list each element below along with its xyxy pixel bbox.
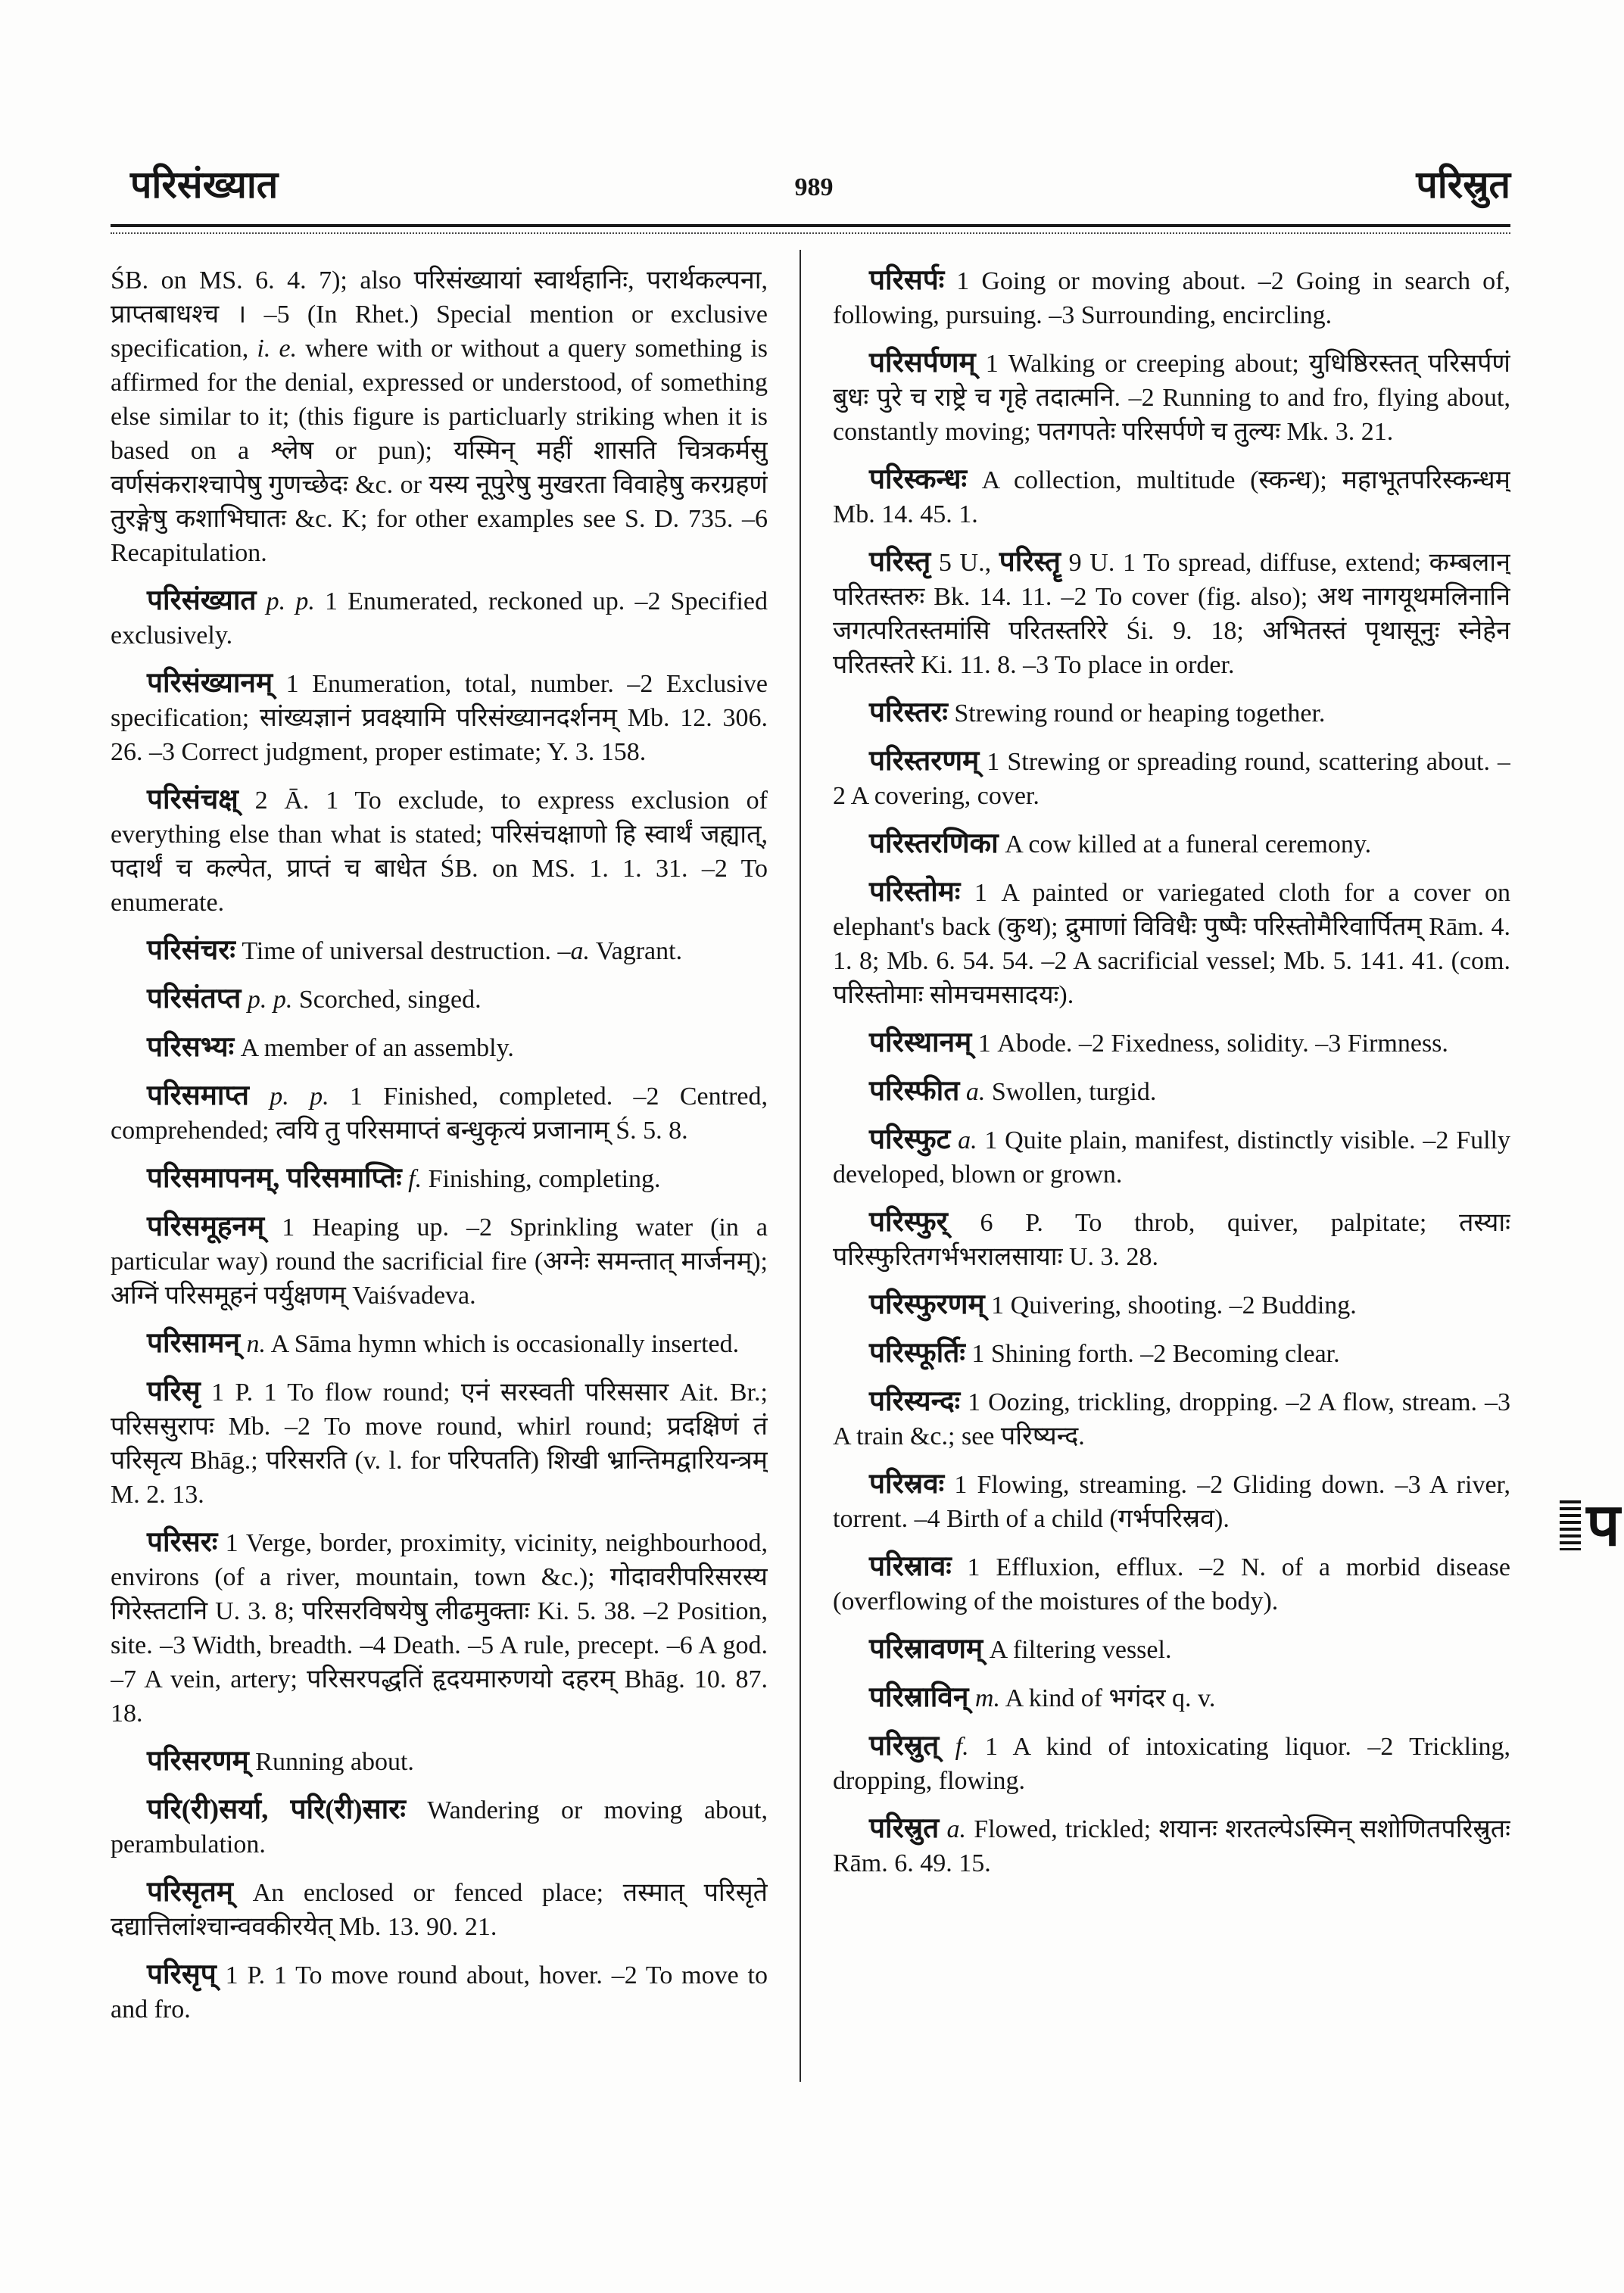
definition-text: Time of universal destruction. <box>235 937 558 965</box>
definition-text: 1 Shining forth. –2 Becoming clear. <box>965 1340 1340 1368</box>
headword: परिस्तॄ <box>999 547 1061 578</box>
definition-text: A member of an assembly. <box>234 1034 514 1062</box>
grammar-label: f. <box>939 1733 969 1761</box>
dictionary-entry <box>111 933 768 968</box>
grammar-label: p. p. <box>256 587 315 615</box>
dictionary-entry <box>833 744 1510 813</box>
definition-text: Vagrant. <box>589 937 683 965</box>
headword: परिसंचक्ष् <box>147 784 238 815</box>
definition-text: where with or without a query something is affirmed for the denial, expressed or understood, of something else similar to it; (this figure is particluarly striking when it is based on a श्लेष or pun); यस्मिन् महीं शासति चित्रकर्मसु वर्णसंकराश्चापेषु गुणच्छेदः &c. or यस्य नूपुरेषु मुखरता विवाहेषु करग्रहणं तुरङ्गेषु कशाभिघातः &c. K; for other examples see S. D. 735. –6 Recapitulation. <box>111 335 768 567</box>
headword: परिसमूहनम् <box>147 1211 265 1242</box>
headword: परिस्कन्धः <box>869 464 968 495</box>
headword: परिस्फूर्तिः <box>869 1338 965 1369</box>
headword: परिस्रुत <box>869 1813 940 1844</box>
headword: परिसंख्यानम् <box>147 668 273 699</box>
definition-text: 1 Flowing, streaming. –2 Gliding down. –3 A river, torrent. –4 Birth of a child (गर्भपरिस्रव). <box>833 1471 1510 1533</box>
grammar-label: m. <box>968 1684 1000 1712</box>
headword: परिस्फीत <box>869 1076 960 1107</box>
headword: परिस्रुत् <box>869 1731 940 1762</box>
dictionary-entry <box>833 1288 1510 1323</box>
dictionary-entry <box>833 1729 1510 1798</box>
definition-text: A collection, multitude (स्कन्ध); महाभूतपरिस्कन्धम् Mb. 14. 45. 1. <box>833 466 1510 528</box>
grammar-label: p. p. <box>248 1083 329 1111</box>
left-column <box>111 263 768 2232</box>
dictionary-entry <box>833 346 1510 449</box>
definition-text: 1 P. 1 To flow round; एनं सरस्वती परिससार Ait. Br.; परिससुरापः Mb. –2 To move round, whirl round; प्रदक्षिणं तं परिसृत्य Bhāg.; परिसरति (v. l. for परिपतति) शिखी भ्रान्तिमद्वारियन्त्रम् M. 2. 13. <box>111 1379 768 1509</box>
definition-text: Running about. <box>248 1748 414 1776</box>
dictionary-entry <box>111 1326 768 1361</box>
headword: परिस्तरः <box>869 697 948 728</box>
definition-text: A Sāma hymn which is occasionally inserted. <box>266 1330 740 1358</box>
definition-text: 1 Going or moving about. –2 Going in search of, following, pursuing. –3 Surrounding, encircling. <box>833 267 1510 329</box>
headword: परिस्तरणिका <box>869 828 999 859</box>
grammar-label: –a. <box>557 937 590 965</box>
definition-text: 1 Enumerated, reckoned up. –2 Specified exclusively. <box>111 587 768 650</box>
running-head-left: परिसंख्यात <box>130 164 279 206</box>
dictionary-entry <box>833 1812 1510 1880</box>
dictionary-entry <box>111 783 768 920</box>
header-rule-dotted <box>111 232 1510 234</box>
definition-text: 6 P. To throb, quiver, palpitate; तस्याः परिस्फुरितगर्भभरालसायाः U. 3. 28. <box>833 1209 1510 1271</box>
headword: परिसरः <box>147 1527 218 1558</box>
dictionary-entry <box>111 1030 768 1065</box>
definition-text: An enclosed or fenced place; तस्मात् परिसृते दद्यात्तिलांश्चान्ववकीरयेत् Mb. 13. 90. 21. <box>111 1879 768 1941</box>
grammar-label: n. <box>240 1330 266 1358</box>
grammar-label: p. p. <box>241 986 293 1014</box>
dictionary-entry <box>111 1793 768 1862</box>
dictionary-entry <box>833 1467 1510 1536</box>
definition-text: 1 A kind of intoxicating liquor. –2 Trickling, dropping, flowing. <box>833 1733 1510 1795</box>
grammar-label: i. e. <box>257 335 298 363</box>
headword: परिस्रावः <box>869 1551 952 1582</box>
dictionary-entry <box>833 263 1510 332</box>
definition-text: ŚB. on MS. 6. 4. 7); also परिसंख्यायां स्वार्थहानिः, परार्थकल्पना, प्राप्तबाधश्च । –5 (In Rhet.) Special mention or exclusive specification, <box>111 266 768 363</box>
headword: परिस्राविन् <box>869 1682 969 1713</box>
definition-text: 1 Enumeration, total, number. –2 Exclusive specification; सांख्यज्ञानं प्रवक्ष्यामि परिसंख्यानदर्शनम् Mb. 12. 306. 26. –3 Correct judgment, proper estimate; Y. 3. 158. <box>111 670 768 766</box>
definition-text: 1 Effluxion, efflux. –2 N. of a morbid disease (overflowing of the moistures of the body). <box>833 1553 1510 1615</box>
headword: परिसमाप्त <box>147 1080 249 1111</box>
headword: परिसंतप्त <box>147 983 242 1014</box>
headword: परिसंख्यात <box>147 585 257 616</box>
dictionary-entry <box>111 982 768 1017</box>
definition-text: Wandering or moving about, perambulation. <box>111 1796 768 1858</box>
dictionary-entry <box>833 875 1510 1012</box>
dictionary-entry <box>833 463 1510 531</box>
dictionary-entry <box>111 1744 768 1779</box>
definition-text: 5 U., <box>930 549 999 577</box>
headword: परिस्फुर् <box>869 1207 948 1238</box>
headword: परिस्तरणम् <box>869 746 980 777</box>
dictionary-entry <box>833 827 1510 861</box>
headword: परिस्थानम् <box>869 1027 972 1058</box>
headword: परिसर्पः <box>869 265 945 296</box>
definition-text: Scorched, singed. <box>292 986 482 1014</box>
dictionary-entry <box>833 545 1510 682</box>
definition-text: Finishing, completing. <box>422 1165 661 1193</box>
dictionary-entry <box>833 1550 1510 1618</box>
definition-text: A kind of भगंदर q. v. <box>999 1684 1216 1712</box>
dictionary-entry <box>833 1205 1510 1274</box>
thumb-index-letter: प <box>1586 1492 1620 1558</box>
headword: परिस्रावणम् <box>869 1634 983 1665</box>
definition-text: 1 Finished, completed. –2 Centred, comprehended; त्वयि तु परिसमाप्तं बन्धुकृत्यं प्रजानाम् Ś. 5. 8. <box>111 1083 768 1145</box>
definition-text: Strewing round or heaping together. <box>947 699 1326 727</box>
dictionary-entry <box>111 1210 768 1313</box>
grammar-label: a. <box>959 1078 986 1106</box>
headword: परिस्फुरणम् <box>869 1289 985 1320</box>
thumb-index-stripes <box>1560 1500 1581 1550</box>
headword: परिसर्पणम् <box>869 347 976 379</box>
grammar-label: a. <box>950 1126 977 1154</box>
right-column <box>833 263 1510 2232</box>
column-divider <box>800 250 801 2082</box>
header-rule <box>111 224 1510 227</box>
headword: परि(री)सर्या, परि(री)सारः <box>147 1794 406 1825</box>
dictionary-entry <box>833 1026 1510 1061</box>
headword: परिसामन् <box>147 1328 240 1359</box>
dictionary-entry <box>833 1074 1510 1109</box>
dictionary-entry <box>111 666 768 769</box>
headword: परिस्यन्दः <box>869 1386 961 1417</box>
grammar-label: a. <box>939 1815 966 1843</box>
definition-text: 1 Heaping up. –2 Sprinkling water (in a particular way) round the sacrificial fire (अग्नेः समन्तात् मार्जनम्); अग्निं परिसमूहनं पर्युक्षणम् Vaiśvadeva. <box>111 1213 768 1310</box>
dictionary-entry <box>833 1681 1510 1715</box>
headword: परिसभ्यः <box>147 1032 235 1063</box>
headword: परिसरणम् <box>147 1746 249 1777</box>
dictionary-entry <box>833 696 1510 731</box>
headword: परिसृतम् <box>147 1877 233 1908</box>
definition-text: A cow killed at a funeral ceremony. <box>998 830 1372 858</box>
dictionary-entry <box>111 584 768 653</box>
dictionary-entry <box>111 1375 768 1512</box>
dictionary-entry <box>833 1632 1510 1667</box>
definition-text: A filtering vessel. <box>983 1636 1172 1664</box>
page-number: 989 <box>794 173 834 201</box>
definition-text: 1 Abode. –2 Fixedness, solidity. –3 Firmness. <box>971 1030 1448 1058</box>
headword: परिस्तृ <box>869 547 931 578</box>
dictionary-entry <box>833 1123 1510 1192</box>
headword: परिस्तोमः <box>869 877 961 908</box>
thumb-index-tab <box>1560 1485 1624 1565</box>
dictionary-entry <box>111 1525 768 1731</box>
continued-entry-text <box>111 263 768 570</box>
definition-text: 1 Quivering, shooting. –2 Budding. <box>984 1291 1357 1319</box>
running-head-right: परिस्रुत <box>1416 164 1510 206</box>
headword: परिसृ <box>147 1376 201 1407</box>
headword: परिसमापनम्, परिसमाप्तिः <box>147 1163 402 1194</box>
definition-text: 2 Ā. 1 To exclude, to express exclusion of everything else than what is stated; परिसंचक्षाणो हि स्वार्थं जह्यात्, पदार्थं च कल्पेत, प्राप्तं च बाधेत ŚB. on MS. 1. 1. 31. –2 To enumerate. <box>111 787 768 917</box>
definition-text: 1 Oozing, trickling, dropping. –2 A flow, stream. –3 A train &c.; see परिष्यन्द. <box>833 1388 1510 1450</box>
definition-text: Flowed, trickled; शयानः शरतल्पेऽस्मिन् सशोणितपरिस्रुतः Rām. 6. 49. 15. <box>833 1815 1510 1877</box>
grammar-label: f. <box>401 1165 422 1193</box>
headword: परिसृप् <box>147 1959 217 1990</box>
dictionary-entry <box>111 1875 768 1944</box>
definition-text: 1 P. 1 To move round about, hover. –2 To move to and fro. <box>111 1961 768 2024</box>
headword: परिस्फुट <box>869 1124 951 1155</box>
definition-text: 1 Verge, border, proximity, vicinity, neighbourhood, environs (of a river, mountain, town &c.); गोदावरीपरिसरस्य गिरेस्तटानि U. 3. 8; परिसरविषयेषु लीढमुक्ताः Ki. 5. 38. –2 Position, site. –3 Width, breadth. –4 Death. –5 A rule, precept. –6 A god. –7 A vein, artery; परिसरपद्धतिं हृदयमारुणयो दहरम् Bhāg. 10. 87. 18. <box>111 1529 768 1728</box>
dictionary-entry <box>833 1385 1510 1453</box>
dictionary-entry <box>111 1161 768 1196</box>
headword: परिसंचरः <box>147 935 235 966</box>
headword: परिस्रवः <box>869 1469 945 1500</box>
dictionary-entry <box>111 1958 768 2027</box>
definition-text: 1 Strewing or spreading round, scattering about. –2 A covering, cover. <box>833 748 1510 810</box>
definition-text: Swollen, turgid. <box>985 1078 1157 1106</box>
definition-text: 1 A painted or variegated cloth for a cover on elephant's back (कुथ); द्रुमाणां विविधैः पुष्पैः परिस्तोमैरिवार्पितम् Rām. 4. 1. 8; Mb. 6. 54. 54. –2 A sacrificial vessel; Mb. 5. 141. 41. (com. परिस्तोमाः सोमचमसादयः). <box>833 879 1510 1009</box>
definition-text: 1 Quite plain, manifest, distinctly visible. –2 Fully developed, blown or grown. <box>833 1126 1510 1189</box>
definition-text: 1 Walking or creeping about; युधिष्ठिरस्तत् परिसर्पणं बुधः पुरे च राष्ट्रे च गृहे तदात्मनि. –2 Running to and fro, flying about, constantly moving; पतगपतेः परिसर्पणे च तुल्यः Mk. 3. 21. <box>833 350 1510 446</box>
definition-text: 9 U. 1 To spread, diffuse, extend; कम्बलान् परितस्तरुः Bk. 14. 11. –2 To cover (fig. also); अथ नागयूथमलिनानि जगत्परितस्तमांसि परितस्तरिरे Śi. 9. 18; अभितस्तं पृथासूनुः स्नेहेन परितस्तरे Ki. 11. 8. –3 To place in order. <box>833 549 1510 679</box>
dictionary-entry <box>833 1336 1510 1371</box>
dictionary-entry <box>111 1079 768 1148</box>
